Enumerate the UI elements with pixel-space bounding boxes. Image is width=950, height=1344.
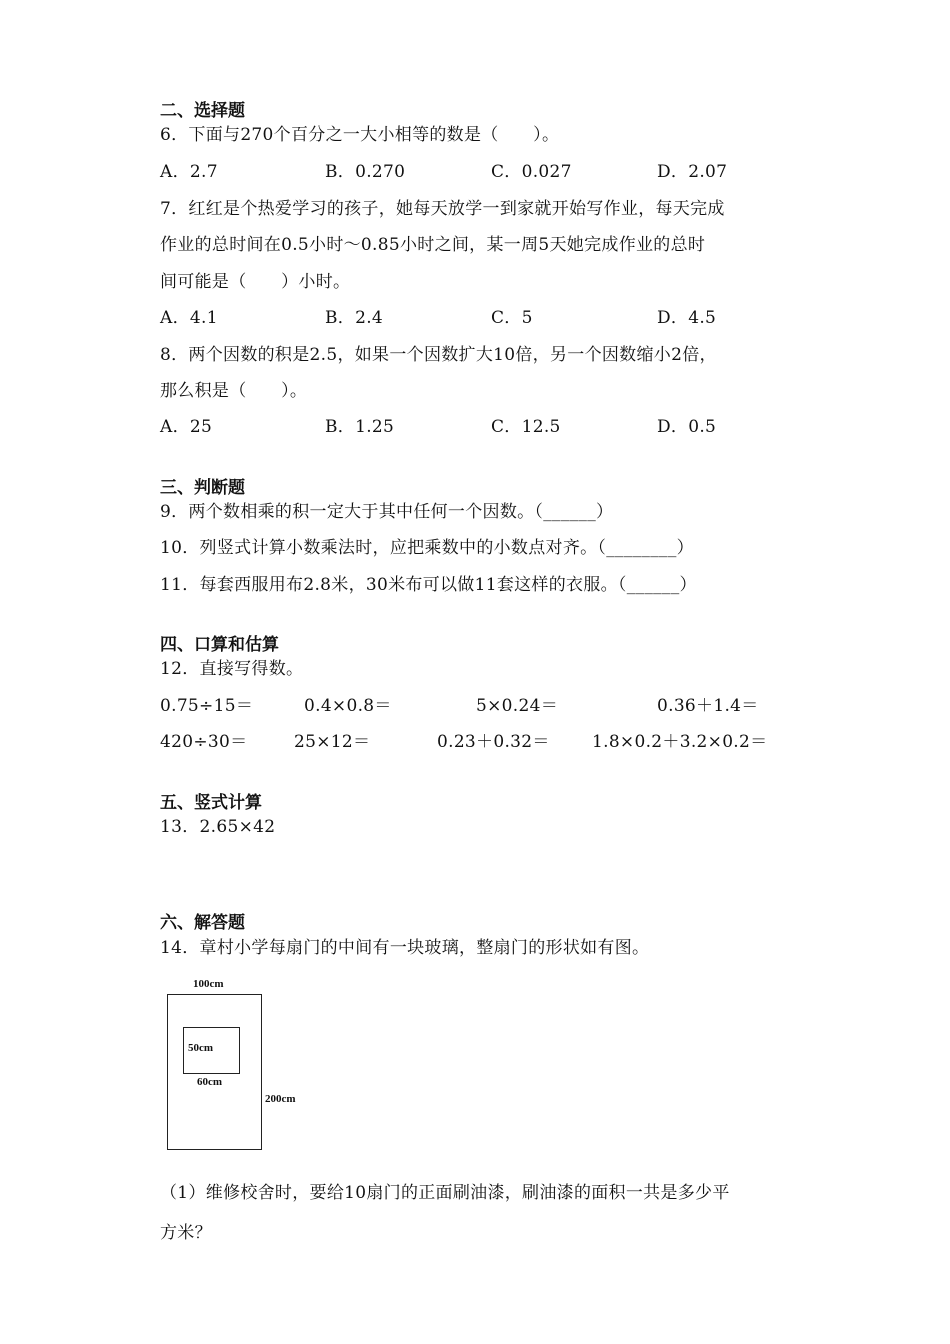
- q8-option-b: B．1.25: [325, 417, 395, 437]
- q7-option-b: B．2.4: [325, 308, 384, 328]
- calc-item: 25×12＝: [294, 732, 371, 752]
- question-14: 14．章村小学每扇门的中间有一块玻璃，整扇门的形状如有图。: [160, 938, 650, 958]
- question-10: 10．列竖式计算小数乘法时，应把乘数中的小数点对齐。（________）: [160, 538, 694, 558]
- q8-option-c: C．12.5: [491, 417, 561, 437]
- q8-option-d: D．0.5: [657, 417, 717, 437]
- question-9: 9．两个数相乘的积一定大于其中任何一个因数。（______）: [160, 502, 614, 522]
- question-7-line3: 间可能是（ ）小时。: [160, 272, 351, 292]
- q6-option-b: B．0.270: [325, 162, 406, 182]
- section-heading-choice: 二、选择题: [160, 101, 245, 121]
- section-heading-judgement: 三、判断题: [160, 478, 245, 498]
- question-8-line2: 那么积是（ ）。: [160, 381, 308, 401]
- calc-item: 0.75÷15＝: [160, 696, 254, 716]
- question-12: 12．直接写得数。: [160, 659, 304, 679]
- door-width-label: 100cm: [193, 978, 224, 990]
- sub-question-1-line2: 方米？: [160, 1223, 212, 1243]
- calc-item: 5×0.24＝: [476, 696, 559, 716]
- calc-item: 0.23＋0.32＝: [437, 732, 550, 752]
- glass-height-label: 50cm: [188, 1042, 214, 1054]
- section-heading-vertical-calc: 五、竖式计算: [160, 793, 262, 813]
- calc-item: 1.8×0.2＋3.2×0.2＝: [592, 732, 768, 752]
- q7-option-d: D．4.5: [657, 308, 717, 328]
- section-heading-word-problems: 六、解答题: [160, 913, 245, 933]
- question-6: 6．下面与270个百分之一大小相等的数是（ ）。: [160, 125, 560, 145]
- door-height-label: 200cm: [265, 1093, 296, 1105]
- sub-question-1-line1: （1）维修校舍时，要给10扇门的正面刷油漆，刷油漆的面积一共是多少平: [160, 1183, 730, 1203]
- glass-width-label: 60cm: [197, 1076, 223, 1088]
- question-8-line1: 8．两个因数的积是2.5，如果一个因数扩大10倍，另一个因数缩小2倍，: [160, 345, 717, 365]
- question-7-line2: 作业的总时间在0.5小时～0.85小时之间，某一周5天她完成作业的总时: [160, 235, 706, 255]
- question-13: 13．2.65×42: [160, 817, 276, 837]
- calc-item: 0.36＋1.4＝: [657, 696, 759, 716]
- q6-option-a: A．2.7: [160, 162, 218, 182]
- q6-option-d: D．2.07: [657, 162, 728, 182]
- calc-item: 0.4×0.8＝: [304, 696, 392, 716]
- door-figure: [160, 975, 320, 1155]
- section-heading-mental-math: 四、口算和估算: [160, 635, 279, 655]
- question-7-line1: 7．红红是个热爱学习的孩子，她每天放学一到家就开始写作业，每天完成: [160, 199, 725, 219]
- question-11: 11．每套西服用布2.8米，30米布可以做11套这样的衣服。（______）: [160, 575, 697, 595]
- q7-option-a: A．4.1: [160, 308, 218, 328]
- q8-option-a: A．25: [160, 417, 213, 437]
- q6-option-c: C．0.027: [491, 162, 572, 182]
- calc-item: 420÷30＝: [160, 732, 248, 752]
- q7-option-c: C．5: [491, 308, 533, 328]
